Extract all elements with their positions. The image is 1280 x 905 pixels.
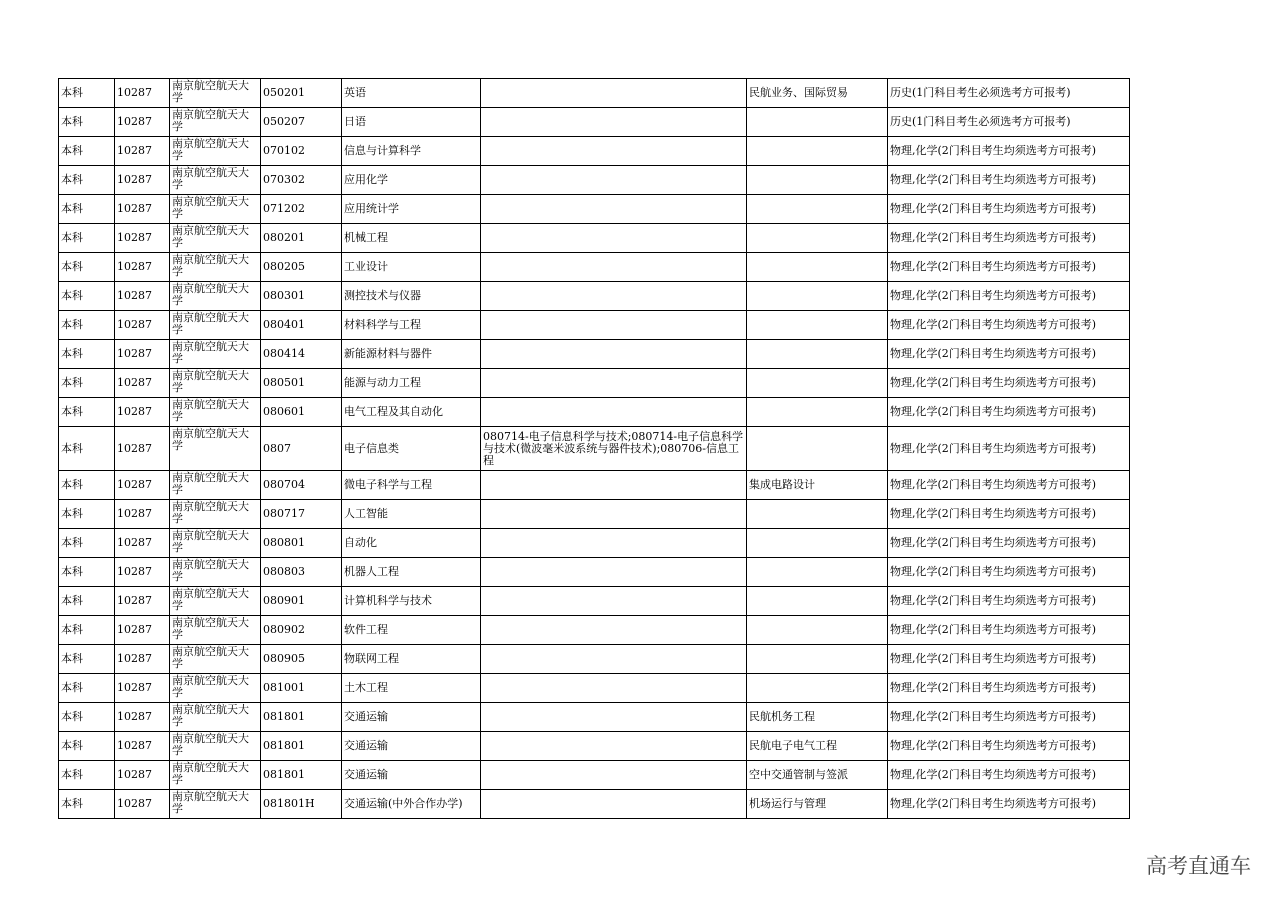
cell-school-code: 10287 [115,79,170,108]
cell-major-name: 电气工程及其自动化 [342,398,481,427]
table-row [59,166,1130,195]
cell-level: 本科 [59,645,115,674]
cell-school-name: 南京航空航天大学 [170,108,261,137]
cell-subject-requirement: 物理,化学(2门科目考生均须选考方可报考) [888,369,1130,398]
cell-major-code: 080717 [261,500,342,529]
cell-subject-requirement: 物理,化学(2门科目考生均须选考方可报考) [888,645,1130,674]
cell-level: 本科 [59,703,115,732]
cell-major-name: 日语 [342,108,481,137]
cell-included-majors [481,340,747,369]
table-row [59,645,1130,674]
cell-major-code: 080401 [261,311,342,340]
cell-level: 本科 [59,587,115,616]
cell-major-code: 050207 [261,108,342,137]
cell-major-name: 微电子科学与工程 [342,471,481,500]
cell-school-name: 南京航空航天大学 [170,427,261,471]
cell-subject-requirement: 物理,化学(2门科目考生均须选考方可报考) [888,674,1130,703]
cell-major-name: 新能源材料与器件 [342,340,481,369]
cell-included-majors [481,108,747,137]
cell-school-code: 10287 [115,311,170,340]
cell-major-code: 080801 [261,529,342,558]
cell-included-majors [481,790,747,819]
cell-school-code: 10287 [115,224,170,253]
cell-major-code: 071202 [261,195,342,224]
cell-major-name: 物联网工程 [342,645,481,674]
cell-school-code: 10287 [115,703,170,732]
cell-direction: 民航业务、国际贸易 [747,79,888,108]
cell-direction [747,645,888,674]
cell-school-name: 南京航空航天大学 [170,369,261,398]
cell-school-code: 10287 [115,587,170,616]
cell-direction [747,108,888,137]
cell-level: 本科 [59,195,115,224]
cell-major-name: 自动化 [342,529,481,558]
watermark-text: 高考直通车 [1146,854,1251,878]
cell-school-code: 10287 [115,253,170,282]
cell-level: 本科 [59,471,115,500]
cell-major-code: 081801 [261,703,342,732]
cell-school-code: 10287 [115,645,170,674]
cell-school-name: 南京航空航天大学 [170,587,261,616]
table-row [59,703,1130,732]
cell-school-name: 南京航空航天大学 [170,761,261,790]
cell-school-code: 10287 [115,166,170,195]
cell-subject-requirement: 历史(1门科目考生必须选考方可报考) [888,108,1130,137]
cell-included-majors [481,645,747,674]
cell-school-name: 南京航空航天大学 [170,398,261,427]
cell-included-majors [481,224,747,253]
cell-included-majors [481,369,747,398]
cell-direction [747,311,888,340]
cell-direction [747,253,888,282]
cell-included-majors [481,703,747,732]
cell-major-code: 0807 [261,427,342,471]
table-row [59,369,1130,398]
cell-level: 本科 [59,500,115,529]
table-body [59,79,1130,819]
cell-level: 本科 [59,311,115,340]
cell-subject-requirement: 物理,化学(2门科目考生均须选考方可报考) [888,398,1130,427]
cell-major-name: 信息与计算科学 [342,137,481,166]
cell-included-majors [481,500,747,529]
cell-school-code: 10287 [115,282,170,311]
cell-subject-requirement: 物理,化学(2门科目考生均须选考方可报考) [888,311,1130,340]
cell-school-code: 10287 [115,616,170,645]
cell-level: 本科 [59,398,115,427]
cell-subject-requirement: 物理,化学(2门科目考生均须选考方可报考) [888,253,1130,282]
cell-major-code: 050201 [261,79,342,108]
majors-table [58,78,1130,819]
cell-subject-requirement: 物理,化学(2门科目考生均须选考方可报考) [888,224,1130,253]
cell-included-majors [481,166,747,195]
table-row [59,311,1130,340]
cell-level: 本科 [59,340,115,369]
cell-level: 本科 [59,79,115,108]
cell-school-name: 南京航空航天大学 [170,166,261,195]
cell-subject-requirement: 物理,化学(2门科目考生均须选考方可报考) [888,471,1130,500]
table-row [59,761,1130,790]
cell-included-majors [481,732,747,761]
cell-school-code: 10287 [115,732,170,761]
cell-level: 本科 [59,674,115,703]
table-row [59,529,1130,558]
cell-major-code: 080601 [261,398,342,427]
cell-major-name: 应用统计学 [342,195,481,224]
cell-level: 本科 [59,108,115,137]
cell-included-majors [481,137,747,166]
cell-major-code: 081801 [261,761,342,790]
table-row [59,790,1130,819]
cell-school-name: 南京航空航天大学 [170,79,261,108]
cell-school-code: 10287 [115,398,170,427]
table-row [59,587,1130,616]
cell-direction [747,427,888,471]
cell-major-name: 英语 [342,79,481,108]
cell-school-code: 10287 [115,471,170,500]
cell-included-majors [481,195,747,224]
cell-included-majors [481,558,747,587]
cell-school-name: 南京航空航天大学 [170,224,261,253]
cell-school-code: 10287 [115,369,170,398]
cell-school-name: 南京航空航天大学 [170,137,261,166]
cell-level: 本科 [59,166,115,195]
cell-level: 本科 [59,253,115,282]
cell-major-code: 080902 [261,616,342,645]
cell-school-code: 10287 [115,790,170,819]
cell-subject-requirement: 物理,化学(2门科目考生均须选考方可报考) [888,587,1130,616]
cell-school-name: 南京航空航天大学 [170,500,261,529]
cell-level: 本科 [59,616,115,645]
cell-major-code: 080901 [261,587,342,616]
cell-school-code: 10287 [115,529,170,558]
cell-direction [747,616,888,645]
cell-school-name: 南京航空航天大学 [170,674,261,703]
cell-major-code: 080905 [261,645,342,674]
cell-major-name: 测控技术与仪器 [342,282,481,311]
cell-direction [747,282,888,311]
cell-major-name: 机械工程 [342,224,481,253]
cell-subject-requirement: 物理,化学(2门科目考生均须选考方可报考) [888,558,1130,587]
cell-school-name: 南京航空航天大学 [170,790,261,819]
cell-direction [747,369,888,398]
cell-major-code: 080704 [261,471,342,500]
table-row [59,340,1130,369]
cell-major-name: 交通运输 [342,703,481,732]
cell-school-code: 10287 [115,427,170,471]
cell-included-majors [481,311,747,340]
cell-school-code: 10287 [115,558,170,587]
cell-direction [747,340,888,369]
cell-major-code: 081801H [261,790,342,819]
cell-school-code: 10287 [115,340,170,369]
cell-school-name: 南京航空航天大学 [170,253,261,282]
cell-subject-requirement: 物理,化学(2门科目考生均须选考方可报考) [888,166,1130,195]
cell-school-name: 南京航空航天大学 [170,558,261,587]
cell-subject-requirement: 物理,化学(2门科目考生均须选考方可报考) [888,340,1130,369]
cell-major-name: 能源与动力工程 [342,369,481,398]
table-row [59,616,1130,645]
cell-direction: 民航机务工程 [747,703,888,732]
cell-subject-requirement: 物理,化学(2门科目考生均须选考方可报考) [888,790,1130,819]
cell-major-code: 080803 [261,558,342,587]
cell-subject-requirement: 物理,化学(2门科目考生均须选考方可报考) [888,500,1130,529]
cell-direction [747,674,888,703]
cell-level: 本科 [59,761,115,790]
cell-school-name: 南京航空航天大学 [170,282,261,311]
cell-major-name: 工业设计 [342,253,481,282]
cell-included-majors [481,587,747,616]
cell-included-majors [481,674,747,703]
cell-subject-requirement: 物理,化学(2门科目考生均须选考方可报考) [888,427,1130,471]
cell-direction: 集成电路设计 [747,471,888,500]
cell-direction [747,587,888,616]
cell-included-majors [481,761,747,790]
cell-direction [747,224,888,253]
table-row [59,282,1130,311]
cell-level: 本科 [59,369,115,398]
cell-school-code: 10287 [115,500,170,529]
cell-included-majors [481,282,747,311]
cell-level: 本科 [59,529,115,558]
cell-level: 本科 [59,732,115,761]
cell-level: 本科 [59,790,115,819]
cell-direction [747,500,888,529]
cell-subject-requirement: 物理,化学(2门科目考生均须选考方可报考) [888,529,1130,558]
cell-level: 本科 [59,224,115,253]
cell-school-name: 南京航空航天大学 [170,645,261,674]
table-row [59,224,1130,253]
cell-included-majors [481,79,747,108]
cell-school-name: 南京航空航天大学 [170,471,261,500]
cell-direction [747,558,888,587]
table-row [59,471,1130,500]
cell-subject-requirement: 物理,化学(2门科目考生均须选考方可报考) [888,282,1130,311]
cell-major-name: 土木工程 [342,674,481,703]
cell-subject-requirement: 物理,化学(2门科目考生均须选考方可报考) [888,761,1130,790]
cell-subject-requirement: 物理,化学(2门科目考生均须选考方可报考) [888,195,1130,224]
cell-major-name: 机器人工程 [342,558,481,587]
cell-included-majors [481,471,747,500]
cell-major-name: 应用化学 [342,166,481,195]
cell-school-name: 南京航空航天大学 [170,340,261,369]
cell-major-code: 081001 [261,674,342,703]
cell-major-name: 电子信息类 [342,427,481,471]
table-row [59,137,1130,166]
cell-major-name: 软件工程 [342,616,481,645]
cell-major-name: 材料科学与工程 [342,311,481,340]
cell-direction: 机场运行与管理 [747,790,888,819]
table-row [59,427,1130,471]
cell-major-code: 070102 [261,137,342,166]
cell-major-name: 人工智能 [342,500,481,529]
cell-included-majors [481,253,747,282]
cell-subject-requirement: 物理,化学(2门科目考生均须选考方可报考) [888,703,1130,732]
table-row [59,195,1130,224]
cell-major-code: 080201 [261,224,342,253]
cell-included-majors [481,616,747,645]
table-row [59,558,1130,587]
cell-direction [747,529,888,558]
cell-direction: 民航电子电气工程 [747,732,888,761]
cell-subject-requirement: 物理,化学(2门科目考生均须选考方可报考) [888,137,1130,166]
table-row [59,500,1130,529]
cell-level: 本科 [59,558,115,587]
table-row [59,253,1130,282]
cell-direction: 空中交通管制与签派 [747,761,888,790]
cell-direction [747,195,888,224]
table-row [59,398,1130,427]
cell-school-code: 10287 [115,108,170,137]
table-row [59,732,1130,761]
cell-major-code: 080205 [261,253,342,282]
cell-direction [747,398,888,427]
cell-school-code: 10287 [115,137,170,166]
cell-included-majors [481,398,747,427]
cell-subject-requirement: 物理,化学(2门科目考生均须选考方可报考) [888,732,1130,761]
cell-school-code: 10287 [115,761,170,790]
cell-direction [747,166,888,195]
cell-major-name: 交通运输 [342,732,481,761]
cell-level: 本科 [59,137,115,166]
cell-major-code: 070302 [261,166,342,195]
cell-level: 本科 [59,282,115,311]
cell-major-code: 080501 [261,369,342,398]
cell-included-majors [481,529,747,558]
cell-major-code: 080414 [261,340,342,369]
cell-school-name: 南京航空航天大学 [170,195,261,224]
table-row [59,79,1130,108]
cell-major-code: 080301 [261,282,342,311]
cell-major-name: 计算机科学与技术 [342,587,481,616]
cell-included-majors: 080714-电子信息科学与技术;080714-电子信息科学与技术(微波毫米波系统与器件技术);080706-信息工程 [481,427,747,471]
cell-school-code: 10287 [115,674,170,703]
cell-school-name: 南京航空航天大学 [170,311,261,340]
cell-level: 本科 [59,427,115,471]
table-row [59,674,1130,703]
cell-direction [747,137,888,166]
cell-subject-requirement: 历史(1门科目考生必须选考方可报考) [888,79,1130,108]
cell-subject-requirement: 物理,化学(2门科目考生均须选考方可报考) [888,616,1130,645]
cell-school-name: 南京航空航天大学 [170,616,261,645]
cell-major-name: 交通运输 [342,761,481,790]
cell-school-name: 南京航空航天大学 [170,732,261,761]
cell-major-name: 交通运输(中外合作办学) [342,790,481,819]
table-row [59,108,1130,137]
cell-school-name: 南京航空航天大学 [170,529,261,558]
cell-school-name: 南京航空航天大学 [170,703,261,732]
cell-major-code: 081801 [261,732,342,761]
cell-school-code: 10287 [115,195,170,224]
